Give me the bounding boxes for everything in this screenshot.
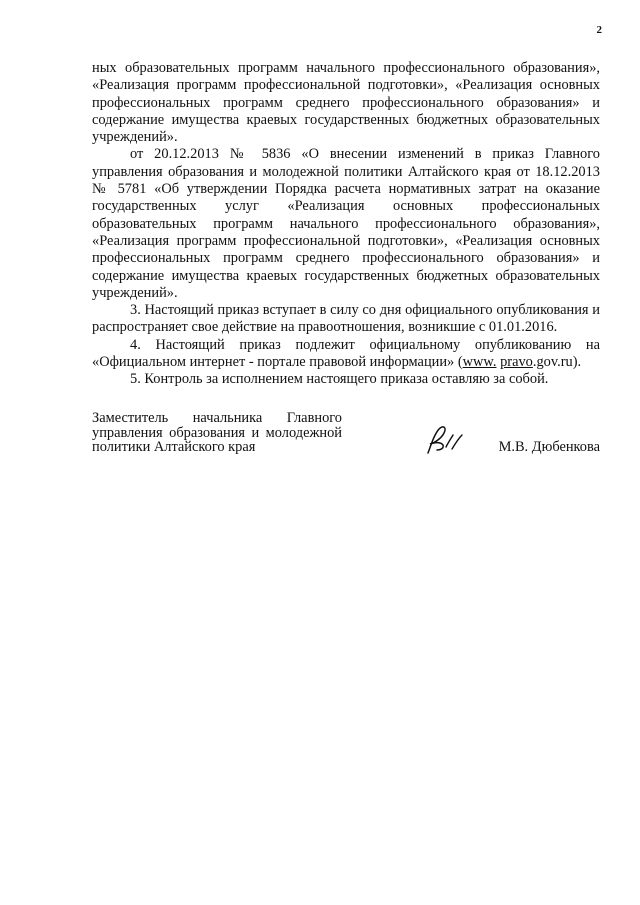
signatory-title <box>92 411 342 455</box>
paragraph-4-publication <box>92 337 600 372</box>
signatory-name: М.В. Дюбенкова <box>498 439 600 455</box>
signatory-title-line-2: управления образования и молодежной <box>92 424 342 441</box>
signature-block <box>92 411 600 471</box>
paragraph-continuation: ных образовательных программ начального профессионального образования», «Реализация программ профессиональной подготовки», «Реализация основных профессиональных программ среднего профессионального образования» и содержание имущества краевых государственных бюджетных образовательных учреждений». <box>92 60 600 146</box>
document-body <box>92 60 600 389</box>
page-number: 2 <box>596 24 602 36</box>
link-pravo[interactable]: pravo <box>500 354 533 371</box>
handwritten-signature <box>422 423 464 455</box>
link-www[interactable]: www. <box>462 354 497 371</box>
paragraph-order-5836: от 20.12.2013 № 5836 «О внесении изменений в приказ Главного управления образования и молодежной политики Алтайского края от 18.12.2013 № 5781 «Об утверждении Порядка расчета нормативных затрат на оказание государственных услуг «Реализация основных профессиональных образовательных программ начального профессионального образования», «Реализация программ профессиональной подготовки», «Реализация основных профессиональных программ среднего профессионального образования» и содержание имущества краевых государственных бюджетных образовательных учреждений». <box>92 146 600 301</box>
paragraph-4-end: ). <box>572 354 582 371</box>
paragraph-5-control: 5. Контроль за исполнением настоящего приказа оставляю за собой. <box>130 371 549 388</box>
paragraph-3-effective-date: 3. Настоящий приказ вступает в силу со дня официального опубликования и распространяет свое действие на правоотношения, возникшие с 01.01.2016. <box>92 302 600 336</box>
link-domain[interactable]: .gov.ru <box>532 354 573 371</box>
signatory-title-line-1: Заместитель начальника Главного <box>92 410 342 426</box>
paragraph-4-text: 4. Настоящий приказ подлежит официальному опубликованию на «Официальном интернет - портале правовой информации» ( <box>92 336 600 371</box>
signatory-title-line-3: политики Алтайского края <box>92 439 256 455</box>
